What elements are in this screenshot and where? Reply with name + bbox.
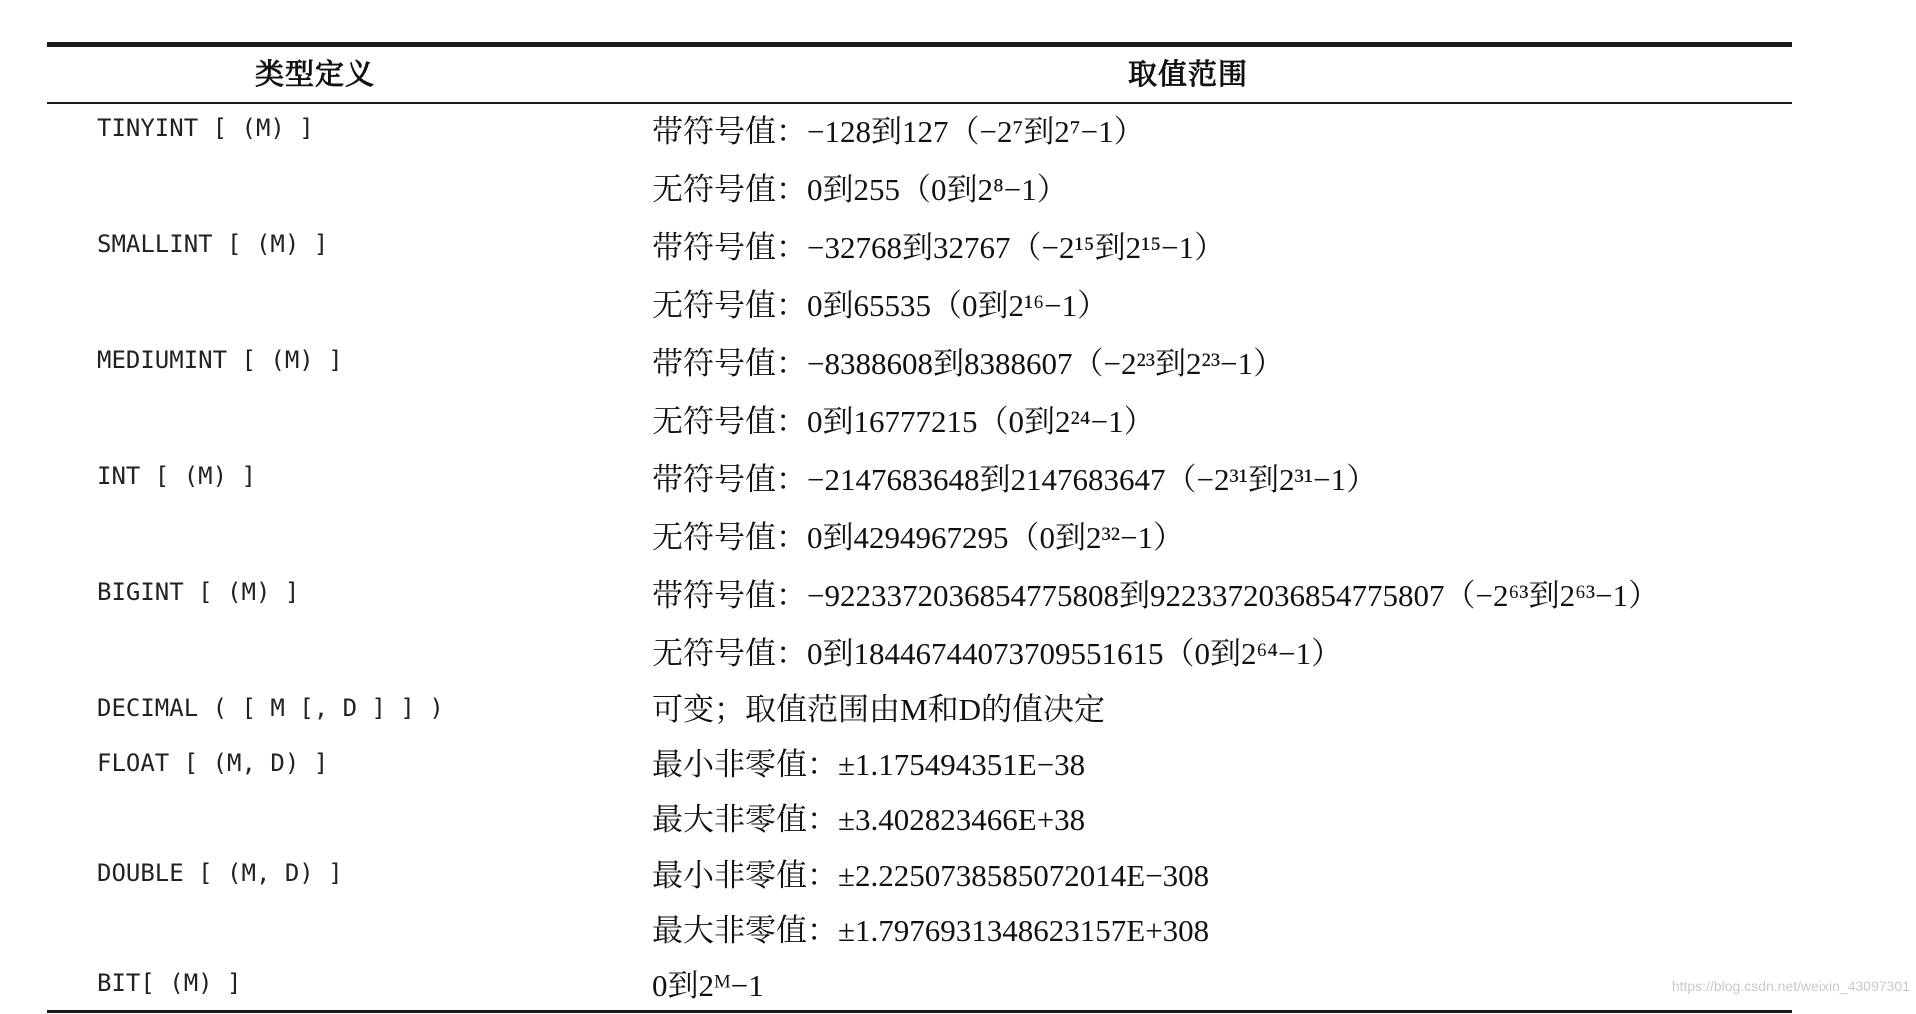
table-top-rule	[47, 42, 1792, 47]
type-cell-float: FLOAT [ (M, D) ]	[97, 749, 329, 777]
range-cell-mediumint-unsigned: 无符号值：0到16777215（0到2²⁴−1）	[652, 404, 1155, 439]
range-cell-int-signed: 带符号值：−2147683648到2147683647（−2³¹到2³¹−1）	[652, 462, 1378, 497]
range-cell-mediumint-signed: 带符号值：−8388608到8388607（−2²³到2²³−1）	[652, 346, 1285, 381]
type-cell-tinyint: TINYINT [ (M) ]	[97, 114, 314, 142]
range-cell-bit: 0到2ᴹ−1	[652, 968, 764, 1003]
type-cell-mediumint: MEDIUMINT [ (M) ]	[97, 346, 343, 374]
range-cell-float-max: 最大非零值：±3.402823466E+38	[652, 802, 1086, 837]
range-cell-decimal: 可变；取值范围由M和D的值决定	[652, 692, 1105, 727]
type-cell-decimal: DECIMAL ( [ M [, D ] ] )	[97, 694, 444, 722]
range-cell-smallint-signed: 带符号值：−32768到32767（−2¹⁵到2¹⁵−1）	[652, 230, 1226, 265]
table-bottom-rule	[47, 1010, 1792, 1013]
range-cell-tinyint-unsigned: 无符号值：0到255（0到2⁸−1）	[652, 172, 1068, 207]
range-cell-double-max: 最大非零值：±1.7976931348623157E+308	[652, 913, 1210, 948]
type-cell-int: INT [ (M) ]	[97, 462, 256, 490]
range-cell-bigint-unsigned: 无符号值：0到18446744073709551615（0到2⁶⁴−1）	[652, 636, 1343, 671]
range-cell-double-min: 最小非零值：±2.2250738585072014E−308	[652, 858, 1210, 893]
range-cell-bigint-signed: 带符号值：−9223372036854775808到9223372036854775807（−2⁶³到2⁶³−1）	[652, 578, 1660, 613]
type-cell-bigint: BIGINT [ (M) ]	[97, 578, 300, 606]
type-cell-double: DOUBLE [ (M, D) ]	[97, 859, 343, 887]
type-cell-smallint: SMALLINT [ (M) ]	[97, 230, 329, 258]
type-cell-bit: BIT[ (M) ]	[97, 969, 242, 997]
range-cell-tinyint-signed: 带符号值：−128到127（−2⁷到2⁷−1）	[652, 114, 1145, 149]
watermark-url: https://blog.csdn.net/weixin_43097301	[1671, 978, 1910, 994]
range-cell-smallint-unsigned: 无符号值：0到65535（0到2¹⁶−1）	[652, 288, 1109, 323]
range-cell-float-min: 最小非零值：±1.175494351E−38	[652, 747, 1086, 782]
range-cell-int-unsigned: 无符号值：0到4294967295（0到2³²−1）	[652, 520, 1185, 555]
column-header-type-definition: 类型定义	[255, 57, 376, 91]
column-header-value-range: 取值范围	[1128, 57, 1249, 91]
